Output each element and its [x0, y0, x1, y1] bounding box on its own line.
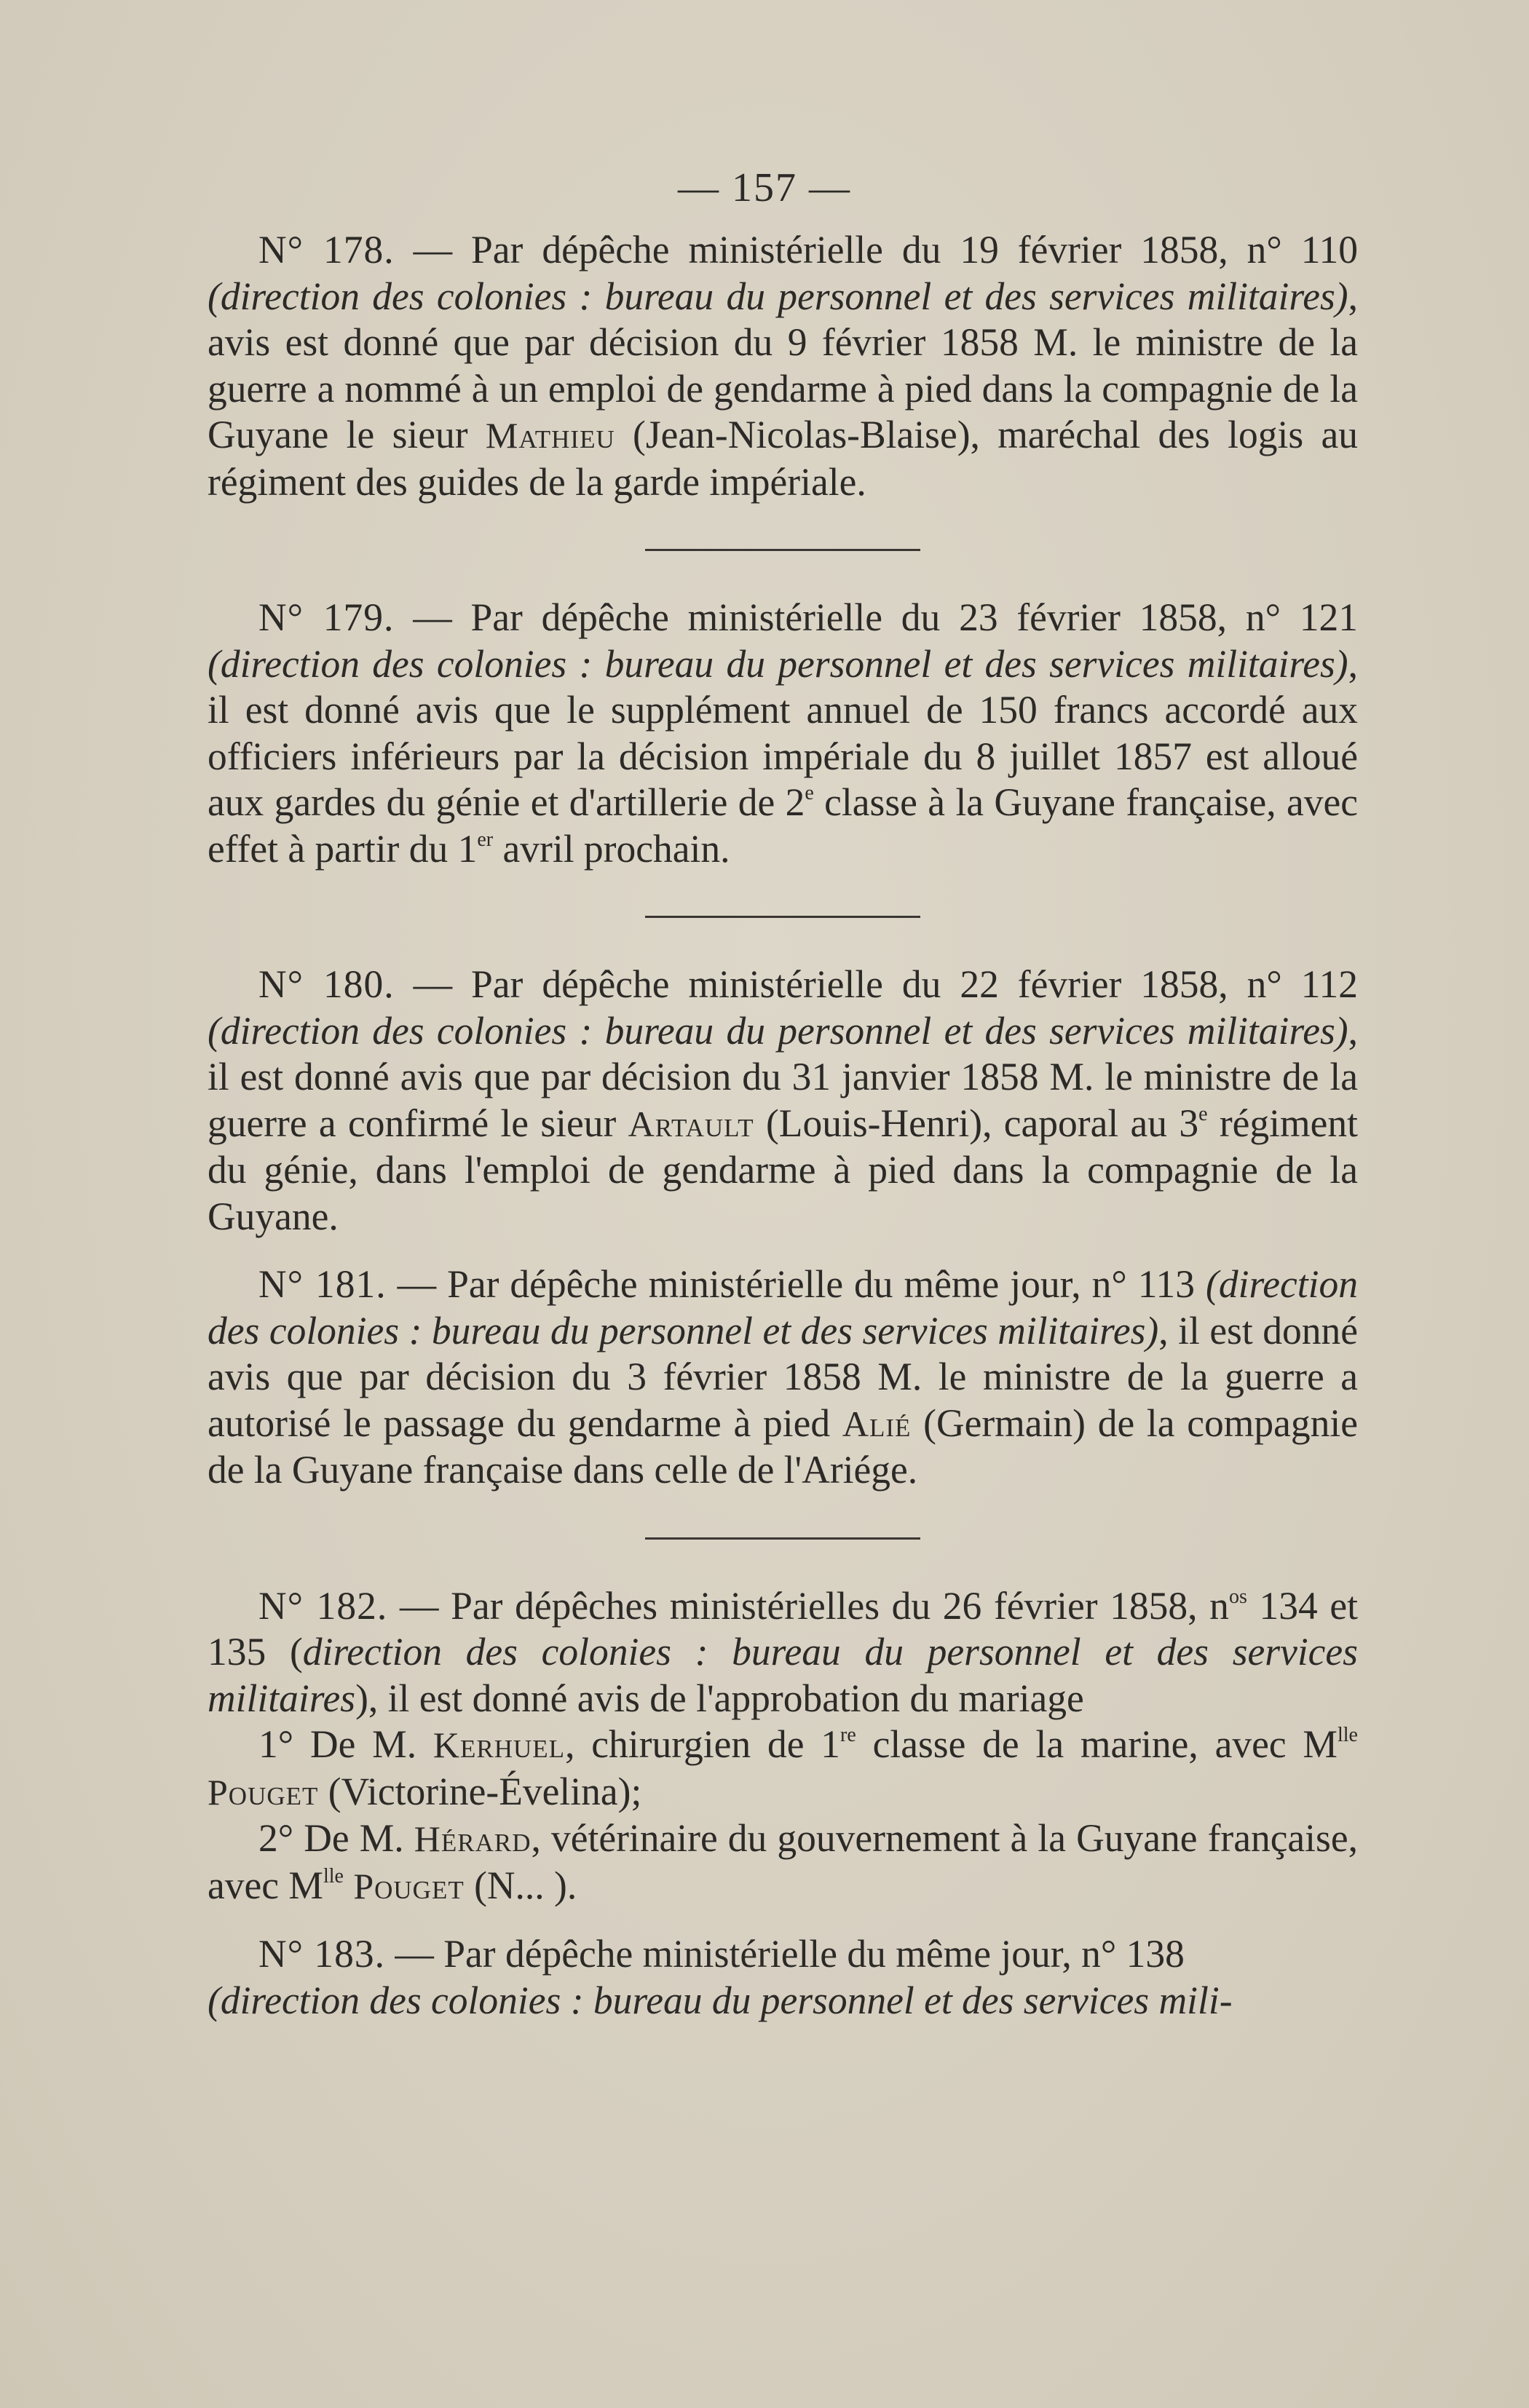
entry-text: — Par dépêche ministérielle du 19 février 1858, n° 110 — [394, 228, 1359, 272]
entry-number: N° 180. — [258, 962, 395, 1006]
entry-text: régiment du génie, dans l'emploi de gendarme à pied dans la compagnie de la Guyane. — [208, 1101, 1358, 1238]
entry-text: — Par dépêche ministérielle du même jour, n° 138 — [385, 1932, 1185, 1976]
entry-number: N° 182. — [258, 1583, 388, 1628]
entry-text: 1° De M. — [258, 1722, 433, 1766]
entry-text: avril prochain. — [493, 826, 730, 871]
text-column — [208, 227, 1358, 2024]
marriage-item-1 — [208, 1722, 1358, 1815]
entry-text: — Par dépêche ministérielle du même jour, n° 113 — [386, 1262, 1206, 1306]
paragraph-gap — [208, 1909, 1358, 1931]
entry-text: 2° De M. — [258, 1816, 414, 1860]
superscript: re — [840, 1724, 856, 1746]
superscript: e — [805, 782, 814, 804]
marriage-item-2 — [208, 1815, 1358, 1909]
entry-text: , il est donné avis que le supplément annuel de 150 francs accordé aux officiers inférieurs par la décision impériale du 8 juillet 1857 est alloué aux gardes du génie et d'artillerie de 2 — [208, 641, 1358, 824]
entry-text: — Par dépêche ministérielle du 23 février 1858, n° 121 — [394, 595, 1359, 639]
entry-181 — [208, 1262, 1358, 1494]
person-name: Mathieu — [485, 415, 615, 456]
entry-paragraph — [208, 1931, 1358, 1978]
entry-text: classe de la marine, avec M — [856, 1722, 1338, 1766]
paragraph-gap — [208, 1240, 1358, 1262]
person-name: Pouget — [208, 1771, 319, 1813]
entry-text: (Germain) de la compagnie de la Guyane française dans celle de l'Ariége. — [208, 1401, 1359, 1492]
entry-italic: (direction des colonies : bureau du personnel et des services militaires) — [208, 1262, 1359, 1352]
person-name: Alié — [842, 1403, 912, 1444]
entry-text: (N... ). — [464, 1863, 577, 1907]
entry-text: 134 et 135 ( — [208, 1583, 1358, 1674]
entry-179 — [208, 595, 1358, 872]
entry-text: ), il est donné avis de l'approbation du mariage — [355, 1676, 1084, 1720]
entry-italic: (direction des colonies : bureau du personnel et des services mili- — [208, 1978, 1233, 2022]
entry-italic: (direction des colonies : bureau du personnel et des services militaires) — [208, 641, 1348, 686]
superscript: e — [1198, 1102, 1208, 1125]
person-name: Hérard — [414, 1818, 532, 1859]
entry-text: (Louis-Henri), caporal au 3 — [754, 1101, 1199, 1145]
entry-number: N° 183. — [258, 1932, 386, 1976]
entry-text: (Victorine-Évelina); — [318, 1769, 642, 1813]
entry-paragraph — [208, 1978, 1358, 2024]
entry-180 — [208, 962, 1358, 1240]
separator-rule — [645, 1537, 920, 1540]
entry-text: (Jean-Nicolas-Blaise), maréchal des logis au régiment des guides de la garde impériale. — [208, 413, 1358, 504]
entry-number: N° 181. — [258, 1262, 387, 1306]
entry-number: N° 179. — [258, 595, 395, 639]
entry-text: — Par dépêches ministérielles du 26 février 1858, n — [387, 1583, 1229, 1628]
entry-text: , il est donné avis que par décision du 31 janvier 1858 M. le ministre de la guerre a confirmé le sieur — [208, 1008, 1358, 1145]
entry-text — [344, 1864, 353, 1907]
entry-paragraph — [208, 1583, 1358, 1722]
superscript: os — [1228, 1585, 1247, 1608]
entry-paragraph — [208, 595, 1358, 872]
entry-text: , il est donné avis que par décision du 3 février 1858 M. le ministre de la guerre a autorisé le passage du gendarme à pied — [208, 1308, 1358, 1445]
superscript: lle — [323, 1864, 344, 1888]
entry-text: , avis est donné que par décision du 9 février 1858 M. le ministre de la guerre a nommé à un emploi de gendarme à pied dans la compagnie de la Guyane le sieur — [208, 274, 1358, 456]
entry-paragraph — [208, 962, 1358, 1240]
entry-183 — [208, 1931, 1358, 2024]
entry-178 — [208, 227, 1358, 505]
entry-text: , vétérinaire du gouvernement à la Guyane française, avec M — [208, 1816, 1358, 1907]
superscript: er — [477, 828, 494, 851]
entry-text: classe à la Guyane française, avec effet à partir du 1 — [208, 780, 1358, 871]
entry-italic: (direction des colonies : bureau du personnel et des services militaires) — [208, 1008, 1348, 1053]
entry-number: N° 178. — [258, 228, 395, 272]
person-name: Pouget — [353, 1865, 465, 1906]
superscript: lle — [1338, 1724, 1358, 1746]
entry-182 — [208, 1583, 1358, 1910]
separator-rule — [645, 549, 920, 551]
entry-text: — Par dépêche ministérielle du 22 février 1858, n° 112 — [394, 962, 1359, 1006]
separator-rule — [645, 916, 920, 918]
entry-paragraph — [208, 227, 1358, 505]
page-number: — 157 — — [678, 165, 851, 210]
person-name: Kerhuel — [432, 1724, 566, 1765]
entry-italic: direction des colonies : bureau du personnel et des services militaires — [208, 1630, 1358, 1720]
entry-text: , chirurgien de 1 — [565, 1722, 841, 1766]
person-name: Artault — [628, 1103, 754, 1144]
entry-paragraph — [208, 1262, 1358, 1494]
entry-italic: (direction des colonies : bureau du personnel et des services militaires) — [208, 274, 1348, 318]
